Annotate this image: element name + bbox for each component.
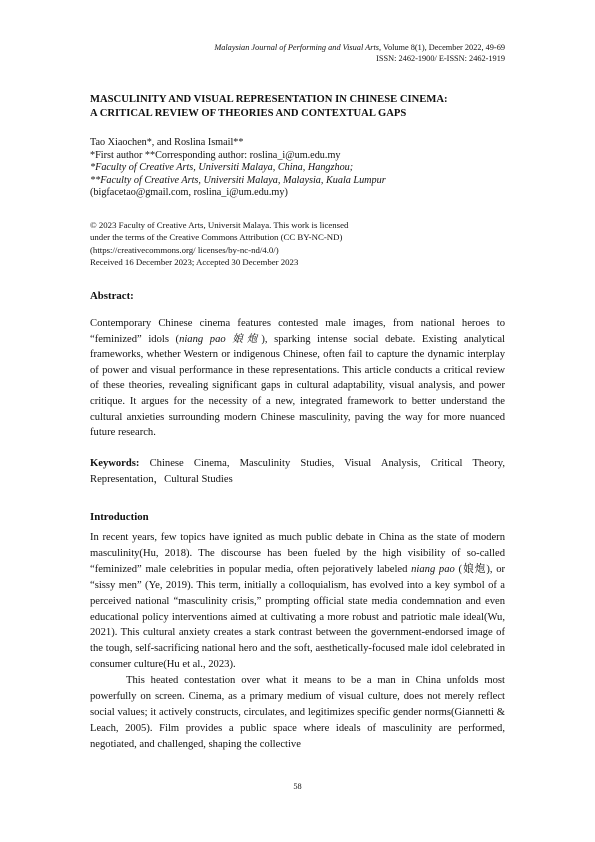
license-url: (https://creativecommons.org/ licenses/by-nc-nd/4.0/)	[90, 244, 279, 255]
title-line-2: A CRITICAL REVIEW OF THEORIES AND CONTEXTUAL GAPS	[90, 108, 407, 119]
journal-citation-line	[214, 42, 505, 53]
keywords-label: Keywords:	[90, 458, 140, 469]
author-names: Tao Xiaochen*, and Roslina Ismail**	[90, 137, 244, 148]
affiliation-1: *Faculty of Creative Arts, Universiti Malaya, China, Hangzhou;	[90, 162, 354, 174]
abstract-heading: Abstract:	[90, 290, 134, 302]
introduction-body	[90, 530, 505, 753]
journal-issn: ISSN: 2462-1900/ E-ISSN: 2462-1919	[376, 54, 505, 63]
author-block	[90, 137, 520, 200]
license-line-1: © 2023 Faculty of Creative Arts, Universit Malaya. This work is licensed	[90, 220, 349, 230]
license-block	[90, 219, 520, 269]
abstract-part-a: Contemporary Chinese cinema features contested male images, from national heroes to “feminized” idols (	[90, 318, 505, 345]
article-title	[90, 93, 520, 121]
abstract-term: niang pao 娘炮	[179, 333, 262, 345]
running-header	[214, 42, 505, 64]
affiliation-2: **Faculty of Creative Arts, Universiti Malaya, Malaysia, Kuala Lumpur	[90, 174, 386, 186]
abstract-text	[90, 316, 505, 441]
license-line-2: under the terms of the Creative Commons Attribution (CC BY-NC-ND)	[90, 232, 343, 243]
intro-p1-part-b: (娘炮), or “sissy men” (Ye, 2019). This term, initially a colloquialism, has evolved into a key symbol of a perceived national “masculinity crisis,” prompting official state media condemnation and even educational policy interventions aimed at cultivating a more robust and patriotic male ideal(Wu, 2021). This cultural anxiety creates a stark contrast between the government-endorsed image of the tough, self-sacrificing national hero and the soft, aesthetically-focused male idol celebrated in consumer culture(Hu et al., 2023).	[90, 563, 506, 671]
abstract-part-b: ), sparking intense social debate. Existing analytical frameworks, whether Western or indigenous Chinese, often fail to capture the dynamic interplay of power and visual performance in these representations. This article conducts a critical review of these theories, revealing significant gaps in cultural adaptability, visual analysis, and power critique. It argues for the necessity of a new, integrated framework to better understand the cultural anxieties surrounding modern Chinese masculinity, paving the way for more nuanced future research.	[90, 333, 505, 439]
page-number: 58	[293, 782, 302, 791]
author-emails: (bigfacetao@gmail.com, roslina_i@um.edu.my)	[90, 187, 288, 199]
journal-volume: , Volume 8(1), December 2022, 49-69	[379, 43, 505, 52]
author-roles: *First author **Corresponding author: roslina_i@um.edu.my	[90, 149, 341, 161]
keywords	[90, 456, 505, 487]
intro-p1-part-a: In recent years, few topics have ignited as much public debate in China as the state of modern masculinity(Hu, 2018). The discourse has been fueled by the high visibility of so-called “feminized” male celebrities in popular media, often pejoratively labeled	[90, 532, 505, 575]
intro-paragraph-2: This heated contestation over what it means to be a man in China unfolds most powerfully on screen. Cinema, as a primary medium of visual culture, does not merely reflect social values; it actively constructs, circulates, and legitimizes specific gender norms(Giannetti & Leach, 2005). Film provides a public space where ideals of masculinity are performed, negotiated, and challenged, shaping the collective	[90, 675, 505, 750]
intro-p1-term: niang pao	[411, 563, 455, 575]
received-dates: Received 16 December 2023; Accepted 30 December 2023	[90, 257, 299, 268]
keywords-list: Chinese Cinema, Masculinity Studies, Visual Analysis, Critical Theory, Representation，Cultural Studies	[90, 458, 505, 485]
introduction-heading: Introduction	[90, 511, 149, 523]
intro-paragraph-1	[90, 530, 505, 673]
journal-name: Malaysian Journal of Performing and Visual Arts	[214, 43, 380, 52]
title-line-1: MASCULINITY AND VISUAL REPRESENTATION IN CHINESE CINEMA:	[90, 94, 448, 105]
